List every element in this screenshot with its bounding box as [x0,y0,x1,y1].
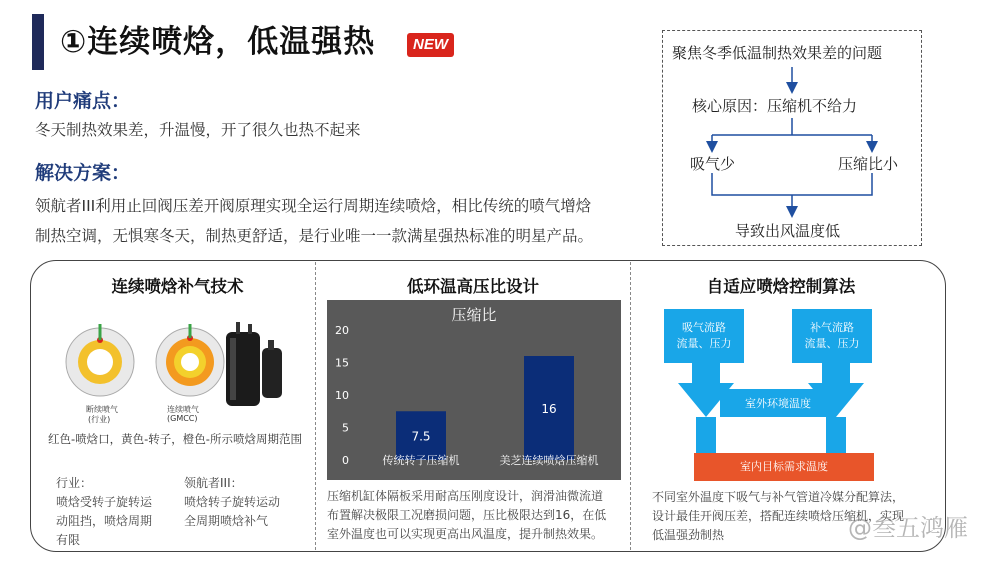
bar-value-label: 16 [541,402,557,416]
injection-flow-label-2: 流量、压力 [804,337,860,350]
pain-points-heading: 用户痛点： [35,90,131,112]
injection-flow-label-1: 补气流路 [810,321,854,334]
analysis-left-cause: 吸气少 [690,155,736,173]
pain-points-text: 冬天制热效果差，升温慢，开了很久也热不起来 [35,121,361,139]
analysis-flow-arrows [662,30,922,246]
chart-title: 压缩比 [451,306,497,324]
algo-heading: 自适应喷焓控制算法 [706,277,856,296]
tech-heading: 连续喷焓补气技术 [111,277,244,296]
analysis-title: 聚焦冬季低温制热效果差的问题 [672,44,883,62]
ratio-heading: 低环温高压比设计 [407,277,539,296]
analysis-core-cause: 核心原因：压缩机不给力 [692,97,858,115]
y-tick-label: 10 [335,389,349,402]
ours-note-2: 喷焓转子旋转运动 [184,495,281,509]
page-title: ①连续喷焓，低温强热 [60,24,376,60]
ours-note-1: 领航者III： [184,476,243,490]
suction-flow-label-2: 流量、压力 [676,337,732,350]
y-tick-label: 15 [335,356,349,370]
x-category-label: 美芝连续喷焓压缩机 [499,454,599,467]
industry-note-4: 有限 [56,533,81,547]
label-gmcc: (GMCC) [167,414,198,423]
solution-line-1: 领航者III利用止回阀压差开阀原理实现全运行周期连续喷焓，相比传统的喷气增焓 [35,197,592,215]
solution-line-2: 制热空调，无惧寒冬天，制热更舒适，是行业唯一一款满星强热标准的明星产品。 [35,227,594,245]
column-divider [315,262,316,550]
ratio-desc-2: 布置解决极限工况磨损问题，压比极限达到16，在低 [327,508,607,522]
label-intermittent: 断续喷气 [86,405,118,414]
ratio-desc-3: 室外温度也可以实现更高出风温度，提升制热效果。 [327,527,604,541]
industry-note-3: 动阻挡，喷焓周期 [56,514,153,528]
industry-note-1: 行业： [56,476,93,490]
color-legend: 红色-喷焓口，黄色-转子，橙色-所示喷焓周期范围 [48,432,302,446]
suction-flow-label-1: 吸气流路 [682,321,726,334]
new-badge: NEW [407,33,454,57]
ours-note-3: 全周期喷焓补气 [184,514,269,528]
algo-desc-2: 设计最佳开阀压差，搭配连续喷焓压缩机，实现 [652,509,905,523]
industry-note-2: 喷焓受转子旋转运 [56,495,153,509]
outdoor-temp-label: 室外环境温度 [745,397,811,410]
y-tick-label: 20 [335,324,349,337]
y-tick-label: 0 [342,454,349,467]
analysis-result: 导致出风温度低 [735,222,841,240]
watermark: @叁五鸿雁 [848,514,968,542]
compression-ratio-chart [327,300,621,480]
indoor-target-temp-label: 室内目标需求温度 [740,460,828,473]
y-tick-label: 5 [342,421,349,435]
label-continuous: 连续喷气 [167,405,199,414]
solution-heading: 解决方案： [35,162,131,184]
ratio-desc-1: 压缩机缸体隔板采用耐高压刚度设计，润滑油微流道 [327,489,604,503]
algo-desc-1: 不同室外温度下吸气与补气管道冷媒分配算法， [652,490,905,504]
chart-svg [327,300,621,480]
label-industry: (行业) [88,415,111,424]
algo-desc-3: 低温强劲制热 [652,528,725,542]
title-accent-bar [32,14,44,70]
column-divider [630,262,631,550]
analysis-right-cause: 压缩比小 [838,155,899,173]
compressor-image [218,318,288,410]
bar-value-label: 7.5 [411,429,431,444]
x-category-label: 传统转子压缩机 [382,454,460,467]
